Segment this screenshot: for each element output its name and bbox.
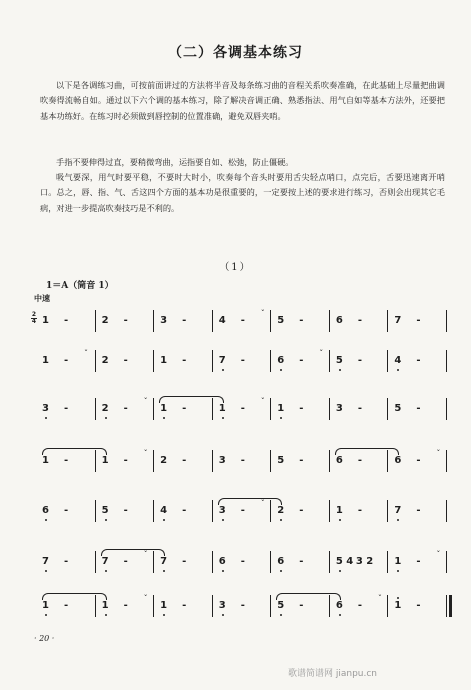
final-barline <box>449 595 452 617</box>
score-measure <box>36 398 95 420</box>
score-measure <box>270 398 330 420</box>
breath-mark: ˇ <box>436 550 441 559</box>
score-note: 1 <box>160 355 168 366</box>
duration-dash: - <box>64 505 69 516</box>
duration-dash: - <box>416 355 421 366</box>
barline <box>446 595 447 617</box>
score-measure <box>95 500 155 522</box>
score-measure <box>212 595 272 617</box>
score-measure <box>387 595 447 617</box>
score-measure <box>387 310 447 332</box>
breath-mark: ˇ <box>436 449 441 458</box>
duration-dash: - <box>299 403 304 414</box>
score-measure <box>329 398 389 420</box>
score-note: 7 <box>394 315 402 326</box>
score-measure <box>36 551 95 573</box>
score-row <box>36 398 446 420</box>
score-note: 1 <box>394 600 401 611</box>
duration-dash: - <box>357 455 362 466</box>
duration-dash: - <box>182 556 187 567</box>
score-note: 5 <box>102 505 109 516</box>
duration-dash: - <box>416 600 421 611</box>
breath-mark: ˇ <box>143 449 148 458</box>
breath-mark: ˇ <box>377 594 382 603</box>
breath-mark: ˇ <box>143 550 148 559</box>
score-measure <box>329 310 389 332</box>
score-note: 3 <box>219 505 226 516</box>
score-note: 3 <box>335 403 343 414</box>
score-measure <box>153 350 213 372</box>
duration-dash: - <box>416 556 421 567</box>
duration-dash: - <box>299 315 304 326</box>
barline <box>446 310 447 332</box>
score-note: 1 <box>219 403 226 414</box>
score-note: 3 <box>42 403 49 414</box>
score-row <box>36 310 446 332</box>
duration-dash: - <box>416 455 421 466</box>
score-measure <box>212 350 272 372</box>
score-measure <box>153 450 213 472</box>
score-note: 7 <box>42 556 49 567</box>
duration-dash: - <box>240 355 245 366</box>
score-note: 3 2 <box>355 556 374 567</box>
score-note: 5 <box>394 403 402 414</box>
score-note: 1 <box>160 403 167 414</box>
duration-dash: - <box>240 403 245 414</box>
duration-dash: - <box>240 315 245 326</box>
score-note: 4 <box>218 315 226 326</box>
duration-dash: - <box>123 556 128 567</box>
score-note: 6 <box>336 600 343 611</box>
score-row <box>36 551 446 573</box>
score-note: 7 <box>394 505 401 516</box>
score-row <box>36 595 446 617</box>
slur-arc <box>218 498 283 505</box>
score-measure <box>153 310 213 332</box>
score-measure <box>36 350 95 372</box>
score-note: 7 <box>160 556 167 567</box>
score-note: 6 <box>335 455 343 466</box>
duration-dash: - <box>357 315 362 326</box>
score-measure <box>212 450 272 472</box>
score-measure <box>329 500 389 522</box>
duration-dash: - <box>123 403 128 414</box>
score-note: 2 <box>160 455 168 466</box>
score-measure <box>153 500 213 522</box>
slur-arc <box>101 549 166 556</box>
page-number: · 20 · <box>34 634 55 643</box>
duration-dash: - <box>182 403 187 414</box>
score-note: 1 <box>336 505 343 516</box>
score-note: 4 <box>160 505 167 516</box>
score-row <box>36 500 446 522</box>
duration-dash: - <box>357 600 362 611</box>
score-note: 6 <box>335 315 343 326</box>
duration-dash: - <box>123 600 128 611</box>
score-note: 2 <box>101 315 109 326</box>
slur-arc <box>276 593 341 600</box>
score-measure <box>329 551 389 573</box>
section-title: （二）各调基本练习 <box>168 45 303 61</box>
duration-dash: - <box>240 505 245 516</box>
duration-dash: - <box>357 403 362 414</box>
barline <box>446 551 447 573</box>
duration-dash: - <box>416 403 421 414</box>
time-signature-bottom: 4 <box>31 318 37 325</box>
score-note: 1 <box>160 600 167 611</box>
score-note: 5 4 <box>336 556 353 567</box>
score-measure <box>270 551 330 573</box>
score-row <box>36 350 446 372</box>
duration-dash: - <box>64 315 69 326</box>
score-measure <box>36 310 95 332</box>
score-note: 5 <box>277 600 284 611</box>
slur-arc <box>42 593 107 600</box>
score-note: 3 <box>160 315 168 326</box>
score-note: 1 <box>394 556 401 567</box>
slur-arc <box>159 396 224 403</box>
breath-mark: ˇ <box>260 499 265 508</box>
duration-dash: - <box>182 455 187 466</box>
score-note: 5 <box>277 315 285 326</box>
score-measure <box>95 350 155 372</box>
score-note: 7 <box>102 556 109 567</box>
duration-dash: - <box>357 505 362 516</box>
tempo-marking: 中速 <box>34 293 50 303</box>
score-note: 1 <box>42 355 49 366</box>
duration-dash: - <box>182 315 187 326</box>
score-note: 2 <box>101 355 109 366</box>
duration-dash: - <box>240 600 245 611</box>
duration-dash: - <box>357 355 362 366</box>
score-measure <box>212 310 272 332</box>
score-note: 6 <box>277 556 284 567</box>
duration-dash: - <box>240 556 245 567</box>
breath-mark: ˇ <box>143 397 148 406</box>
slur-arc <box>42 448 107 455</box>
exercise-number: （1） <box>219 262 252 273</box>
score-measure <box>270 310 330 332</box>
score-note: 1 <box>42 600 49 611</box>
duration-dash: - <box>123 505 128 516</box>
score-measure <box>153 595 213 617</box>
score-note: 3 <box>218 455 226 466</box>
score-measure <box>270 450 330 472</box>
score-note: 1 <box>102 600 109 611</box>
duration-dash: - <box>299 556 304 567</box>
score-measure <box>387 350 447 372</box>
score-note: 5 <box>277 455 285 466</box>
score-note: 1 <box>101 455 109 466</box>
score-measure <box>387 500 447 522</box>
duration-dash: - <box>182 355 187 366</box>
duration-dash: - <box>182 600 187 611</box>
duration-dash: - <box>64 556 69 567</box>
breath-mark: ˇ <box>319 349 324 358</box>
score-measure <box>95 398 155 420</box>
score-note: 4 <box>394 355 401 366</box>
score-measure <box>387 551 447 573</box>
breath-mark: ˇ <box>260 309 265 318</box>
duration-dash: - <box>299 505 304 516</box>
score-row <box>36 450 446 472</box>
score-measure <box>270 350 330 372</box>
duration-dash: - <box>123 455 128 466</box>
paragraph-fingers: 手指不要伸得过直，要稍微弯曲，运指要自如、松弛，防止僵硬。 <box>56 157 294 167</box>
breath-mark: ˇ <box>143 594 148 603</box>
barline <box>446 350 447 372</box>
score-measure <box>387 398 447 420</box>
duration-dash: - <box>64 355 69 366</box>
barline <box>446 398 447 420</box>
duration-dash: - <box>299 600 304 611</box>
score-note: 6 <box>219 556 226 567</box>
duration-dash: - <box>299 355 304 366</box>
score-note: 3 <box>219 600 226 611</box>
score-note: 1 <box>42 455 49 466</box>
duration-dash: - <box>123 315 128 326</box>
breath-mark: ˇ <box>260 397 265 406</box>
score-note: 7 <box>219 355 226 366</box>
duration-dash: - <box>64 455 69 466</box>
score-note: 6 <box>42 505 49 516</box>
slur-arc <box>335 448 400 455</box>
duration-dash: - <box>182 505 187 516</box>
duration-dash: - <box>123 355 128 366</box>
score-note: 6 <box>277 355 284 366</box>
score-measure <box>36 500 95 522</box>
duration-dash: - <box>240 455 245 466</box>
breath-mark: ˇ <box>84 349 88 358</box>
score-note: 1 <box>277 403 284 414</box>
score-measure <box>212 551 272 573</box>
score-note: 1 <box>42 315 49 326</box>
duration-dash: - <box>64 403 69 414</box>
duration-dash: - <box>64 600 69 611</box>
duration-dash: - <box>416 505 421 516</box>
barline <box>446 500 447 522</box>
score-note: 5 <box>336 355 343 366</box>
score-measure <box>329 350 389 372</box>
paragraph-intro: 以下是各调练习曲，可按前面讲过的方法将半音及每条练习曲的音程关系吹奏准确，在此基础上尽量把曲调吹奏得流畅自如。通过以下六个调的基本练习，除了解决音调正确、熟悉指法、用气自如等基本方法外，还要把基本功练好。在练习时必须做到唇控制的位置准确，避免双唇夹哨。 <box>40 80 445 121</box>
score-note: 2 <box>102 403 109 414</box>
paragraph-breath: 吸气要深，用气时要平稳，不要时大时小，吹奏每个音头时要用舌尖轻点哨口，点完后，舌要迅速离开哨口。总之，唇、指、气、舌这四个方面的基本功是很重要的，一定要按上述的要求进行练习，否则会出现其它毛病，对进一步提高吹奏技巧是不利的。 <box>40 172 445 213</box>
duration-dash: - <box>299 455 304 466</box>
score-note: 6 <box>394 455 402 466</box>
time-signature-top: 2 <box>31 311 37 318</box>
duration-dash: - <box>416 315 421 326</box>
barline <box>446 450 447 472</box>
key-signature: 1＝A（筒音 1） <box>46 281 114 291</box>
score-measure <box>95 310 155 332</box>
site-watermark: 歌谱简谱网 jianpu.cn <box>288 669 378 679</box>
score-note: 2 <box>277 505 284 516</box>
